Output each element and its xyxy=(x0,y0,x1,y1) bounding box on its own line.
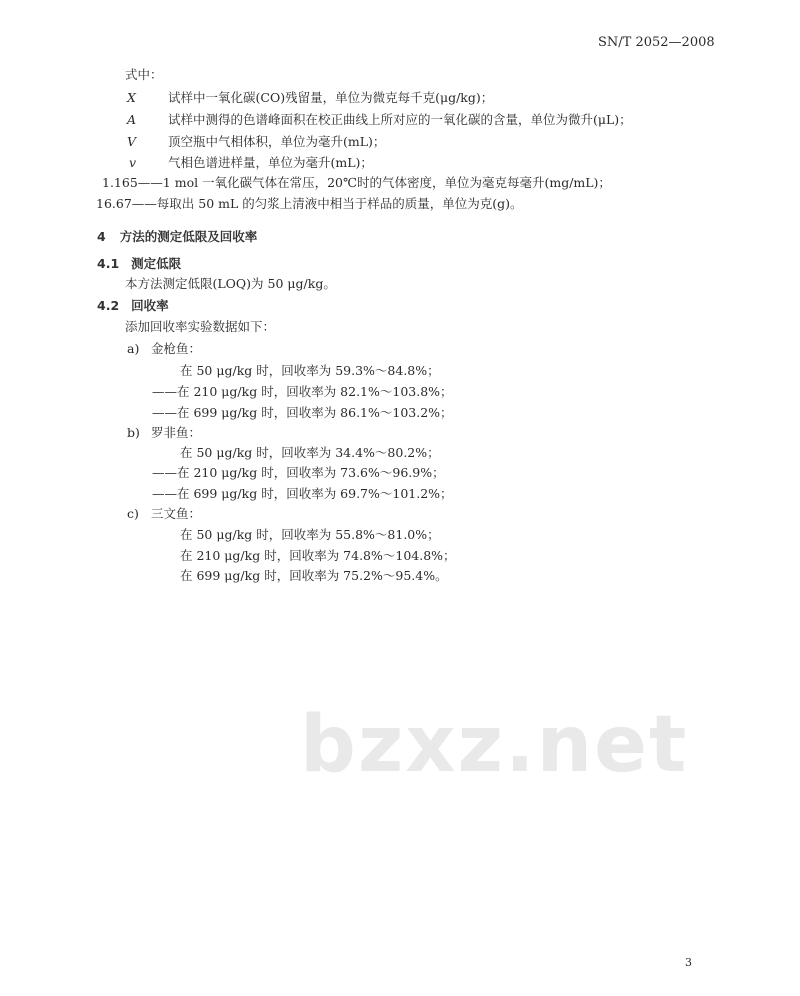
section-title: 回收率 xyxy=(131,298,169,313)
item-label: b) xyxy=(127,425,140,440)
def-text: 试样中一氧化碳(CO)残留量，单位为微克每千克(μg/kg)； xyxy=(168,90,494,105)
item-name: 三文鱼： xyxy=(151,506,202,521)
recovery-line: 在 699 μg/kg 时，回收率为 75.2%～95.4%。 xyxy=(180,568,448,583)
def-symbol: X xyxy=(127,90,136,105)
recovery-line: 在 50 μg/kg 时，回收率为 55.8%～81.0%； xyxy=(180,527,440,542)
recovery-line: ——在 699 μg/kg 时，回收率为 86.1%～103.2%； xyxy=(152,405,453,420)
item-label: a) xyxy=(127,341,140,356)
def-text: 试样中测得的色谱峰面积在校正曲线上所对应的一氧化碳的含量，单位为微升(μL)； xyxy=(168,112,632,127)
page-number: 3 xyxy=(685,956,692,969)
recovery-line: 在 210 μg/kg 时，回收率为 74.8%～104.8%； xyxy=(180,548,456,563)
def-text: 气相色谱进样量，单位为毫升(mL)； xyxy=(168,155,373,170)
section-4-1-heading xyxy=(97,256,181,272)
section-number: 4.2 xyxy=(97,298,120,313)
def-symbol: A xyxy=(127,112,137,127)
const-number: 16.67 xyxy=(96,196,132,211)
def-symbol: v xyxy=(129,155,137,170)
standard-number: SN/T 2052—2008 xyxy=(598,35,715,50)
section-4-2-heading xyxy=(97,298,169,314)
section-title: 方法的测定低限及回收率 xyxy=(119,229,258,244)
const-text: ——每取出 50 mL 的匀浆上清液中相当于样品的质量，单位为克(g)。 xyxy=(131,196,523,211)
section-number: 4 xyxy=(97,229,106,244)
const-number: 1.165 xyxy=(102,175,138,190)
section-4-heading xyxy=(97,229,257,245)
recovery-line: ——在 210 μg/kg 时，回收率为 82.1%～103.8%； xyxy=(152,384,453,399)
item-name: 金枪鱼： xyxy=(151,341,202,356)
const-line xyxy=(102,175,611,191)
section-title: 测定低限 xyxy=(131,256,182,271)
recovery-line: ——在 210 μg/kg 时，回收率为 73.6%～96.9%； xyxy=(152,465,445,480)
recovery-line: ——在 699 μg/kg 时，回收率为 69.7%～101.2%； xyxy=(152,486,453,501)
def-text: 顶空瓶中气相体积，单位为毫升(mL)； xyxy=(168,134,386,149)
const-line xyxy=(96,196,523,212)
const-text: ——1 mol 一氧化碳气体在常压，20℃时的气体密度，单位为毫克每毫升(mg/mL)； xyxy=(137,175,611,190)
def-symbol: V xyxy=(127,134,137,149)
recovery-line: 在 50 μg/kg 时，回收率为 34.4%～80.2%； xyxy=(180,445,440,460)
item-name: 罗非鱼： xyxy=(151,425,202,440)
item-label: c) xyxy=(127,506,139,521)
recovery-line: 在 50 μg/kg 时，回收率为 59.3%～84.8%； xyxy=(180,363,440,378)
section-4-1-body: 本方法测定低限(LOQ)为 50 μg/kg。 xyxy=(125,276,336,291)
section-4-2-body: 添加回收率实验数据如下： xyxy=(125,319,276,334)
section-number: 4.1 xyxy=(97,256,120,271)
where-intro: 式中： xyxy=(125,67,163,82)
watermark: bzxz.net xyxy=(300,700,689,790)
